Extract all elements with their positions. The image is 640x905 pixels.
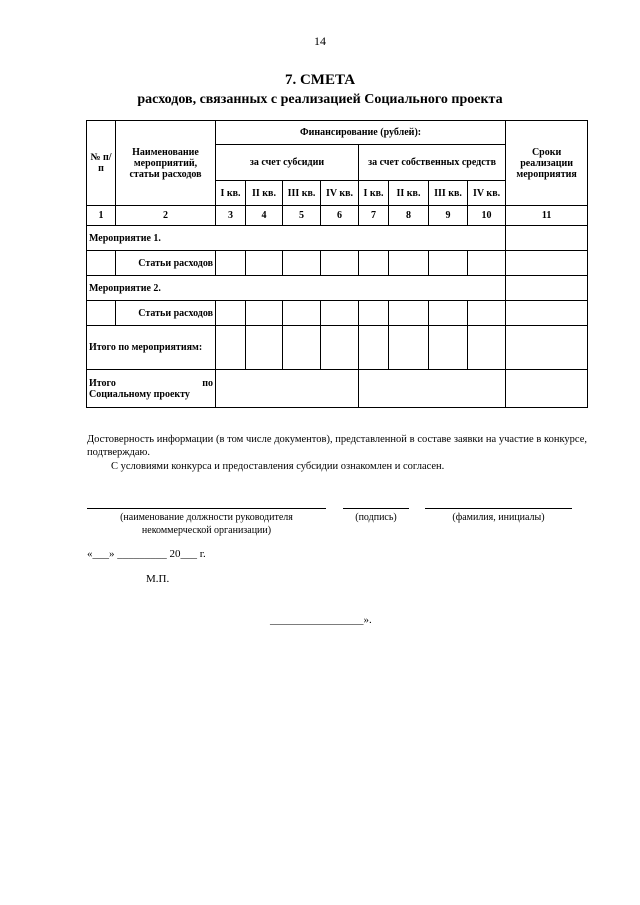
- signature-caption: (подпись): [355, 512, 397, 523]
- table-cell: [468, 326, 506, 370]
- date-line: «___» _________ 20___ г.: [87, 548, 206, 560]
- position-caption-line: (наименование должности руководителя: [120, 512, 293, 523]
- total-project-label: [87, 370, 216, 408]
- total-project-word: Итого: [89, 377, 116, 389]
- column-number: 2: [116, 206, 216, 226]
- expenses-2-label: Статьи расходов: [116, 301, 216, 326]
- document-subtitle: расходов, связанных с реализацией Социального проекта: [137, 92, 503, 107]
- header-terms: Сроки реализации мероприятия: [506, 121, 588, 206]
- table-cell: [216, 370, 359, 408]
- column-number-row: [87, 206, 588, 226]
- column-number: 8: [389, 206, 429, 226]
- table-cell: [429, 326, 468, 370]
- header-quarter: II кв.: [246, 181, 283, 206]
- table-row: [87, 326, 588, 370]
- table-cell: [506, 226, 588, 251]
- column-number: 10: [468, 206, 506, 226]
- name-caption: (фамилия, инициалы): [452, 512, 545, 523]
- header-quarter: III кв.: [283, 181, 321, 206]
- table-row: [87, 251, 588, 276]
- confirmation-text: Достоверность информации (в том числе документов), представленной в составе заявки на участие в конкурсе, подтверждаю.: [87, 434, 587, 458]
- position-caption: [87, 511, 326, 537]
- table-cell: [468, 301, 506, 326]
- column-number: 7: [359, 206, 389, 226]
- total-events-label: Итого по мероприятиям:: [87, 326, 216, 370]
- table-cell: [321, 301, 359, 326]
- table-cell: [359, 301, 389, 326]
- table-cell: [359, 370, 506, 408]
- table-cell: [321, 251, 359, 276]
- table-cell: [506, 276, 588, 301]
- table-cell: [506, 326, 588, 370]
- table-cell: [389, 301, 429, 326]
- table-cell: [506, 370, 588, 408]
- table-cell: [87, 301, 116, 326]
- stamp-place: М.П.: [146, 573, 170, 585]
- table-cell: [283, 326, 321, 370]
- position-line: [87, 508, 326, 509]
- agreement-text: С условиями конкурса и предоставления субсидии ознакомлен и согласен.: [111, 461, 445, 472]
- column-number: 1: [87, 206, 116, 226]
- header-quarter: II кв.: [389, 181, 429, 206]
- header-quarter: IV кв.: [321, 181, 359, 206]
- column-number: 11: [506, 206, 588, 226]
- table-row: [87, 301, 588, 326]
- table-cell: [216, 326, 246, 370]
- budget-table: [86, 120, 588, 408]
- total-project-object: Социальному проекту: [89, 388, 190, 400]
- event-2-label: Мероприятие 2.: [87, 276, 506, 301]
- event-1-label: Мероприятие 1.: [87, 226, 506, 251]
- table-cell: [506, 251, 588, 276]
- header-own-funds: за счет собственных средств: [359, 145, 506, 181]
- page-number: 14: [314, 34, 326, 48]
- table-cell: [429, 251, 468, 276]
- header-quarter: I кв.: [216, 181, 246, 206]
- header-quarter: IV кв.: [468, 181, 506, 206]
- header-quarter: III кв.: [429, 181, 468, 206]
- header-name: Наименование мероприятий, статьи расходов: [116, 121, 216, 206]
- table-cell: [429, 301, 468, 326]
- table-cell: [468, 251, 506, 276]
- table-cell: [87, 251, 116, 276]
- table-cell: [246, 301, 283, 326]
- column-number: 4: [246, 206, 283, 226]
- total-project-preposition: по: [202, 377, 213, 389]
- column-number: 5: [283, 206, 321, 226]
- table-cell: [359, 326, 389, 370]
- table-cell: [389, 251, 429, 276]
- table-row: [87, 226, 588, 251]
- position-caption-line: некоммерческой организации): [141, 525, 272, 536]
- table-cell: [321, 326, 359, 370]
- signature-line: [343, 508, 409, 509]
- column-number: 9: [429, 206, 468, 226]
- header-subsidy: за счет субсидии: [216, 145, 359, 181]
- closing-line: _________________».: [270, 614, 372, 626]
- column-number: 3: [216, 206, 246, 226]
- expenses-1-label: Статьи расходов: [116, 251, 216, 276]
- table-cell: [246, 251, 283, 276]
- table-cell: [389, 326, 429, 370]
- table-row: [87, 276, 588, 301]
- column-number: 6: [321, 206, 359, 226]
- table-cell: [283, 251, 321, 276]
- document-title: 7. СМЕТА: [284, 72, 356, 88]
- table-cell: [359, 251, 389, 276]
- table-cell: [216, 301, 246, 326]
- header-number: № п/п: [87, 121, 116, 206]
- name-line: [425, 508, 572, 509]
- header-quarter: I кв.: [359, 181, 389, 206]
- table-cell: [246, 326, 283, 370]
- table-cell: [506, 301, 588, 326]
- table-row: [87, 370, 588, 408]
- table-cell: [216, 251, 246, 276]
- table-cell: [283, 301, 321, 326]
- header-financing: Финансирование (рублей):: [216, 121, 506, 145]
